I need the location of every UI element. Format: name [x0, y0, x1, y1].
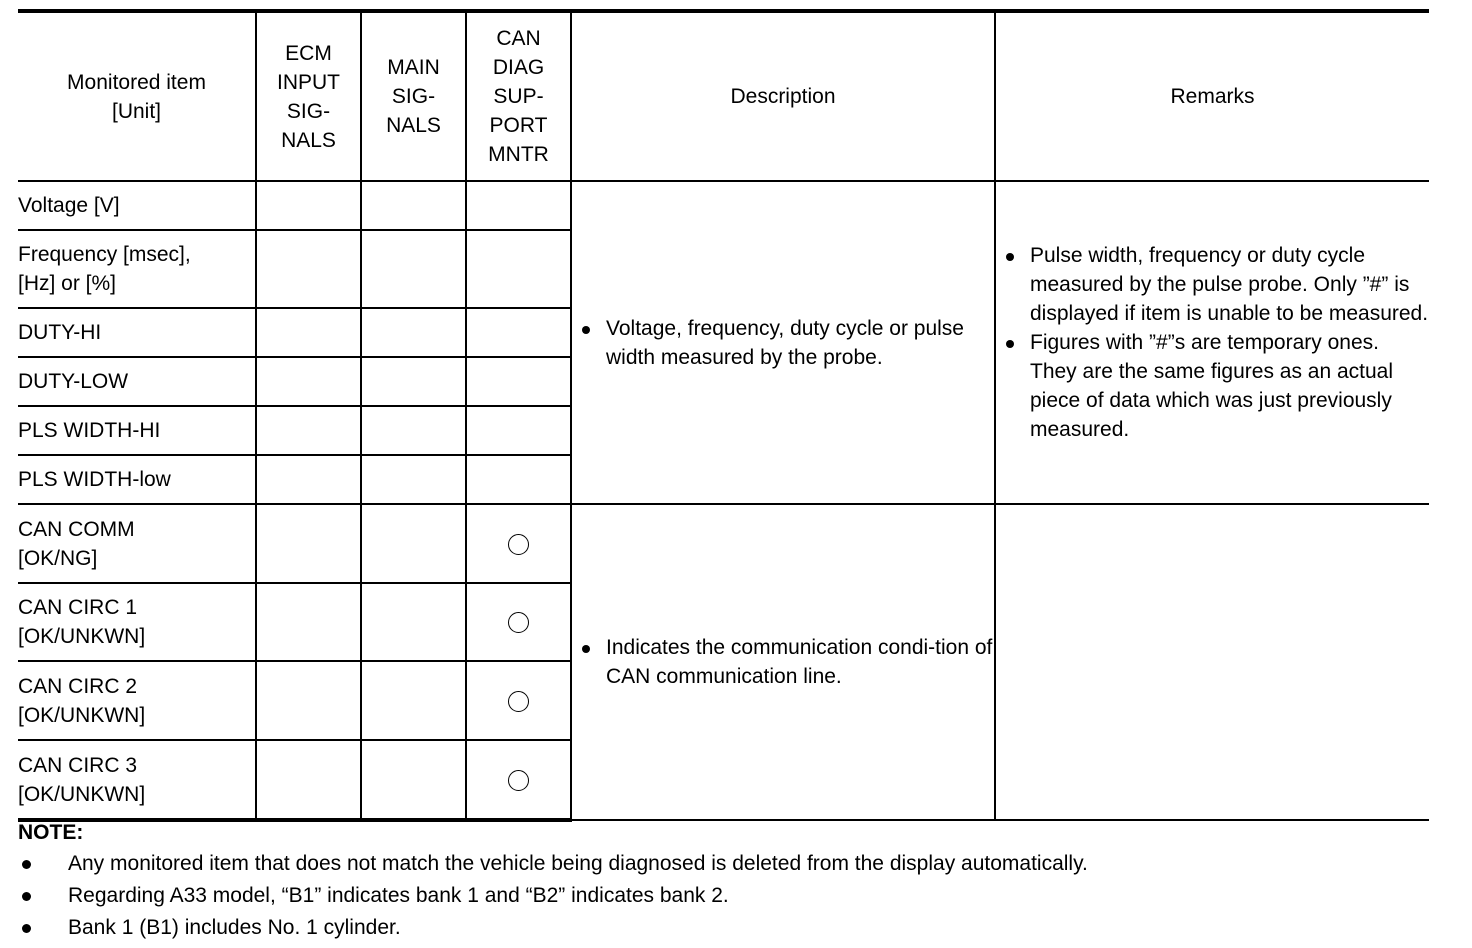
header-ecm-input-signals: ECM INPUT SIG- NALS	[256, 11, 361, 181]
supported-circle-icon	[508, 534, 529, 555]
ecm-input-cell	[256, 357, 361, 406]
can-diag-cell	[466, 455, 571, 504]
monitored-item-cell: DUTY-LOW	[18, 357, 256, 406]
monitored-items-table	[18, 9, 1429, 822]
description-item	[572, 633, 994, 691]
remarks-item	[996, 328, 1429, 444]
header-can-diag-support-mntr: CAN DIAG SUP- PORT MNTR	[466, 11, 571, 181]
main-signals-cell	[361, 661, 466, 740]
can-diag-cell	[466, 308, 571, 357]
ecm-input-cell	[256, 740, 361, 820]
ecm-input-cell	[256, 406, 361, 455]
table-row	[18, 181, 1429, 230]
note-section	[18, 818, 1438, 944]
remarks-item-text: Figures with ”#”s are temporary ones. They are the same figures as an actual piece of data which was just previously measured.	[1030, 331, 1394, 441]
monitored-item-cell: Frequency [msec], [Hz] or [%]	[18, 230, 256, 308]
supported-circle-icon	[508, 612, 529, 633]
note-item	[18, 880, 1438, 912]
can-diag-cell	[466, 357, 571, 406]
note-item	[18, 848, 1438, 880]
main-signals-cell	[361, 181, 466, 230]
header-monitored-item: Monitored item [Unit]	[18, 11, 256, 181]
bullet-icon	[22, 860, 31, 869]
main-signals-cell	[361, 357, 466, 406]
main-signals-cell	[361, 740, 466, 820]
bullet-icon	[1006, 253, 1014, 261]
note-item-text: Regarding A33 model, “B1” indicates bank 1 and “B2” indicates bank 2.	[68, 884, 729, 907]
monitored-item-cell: DUTY-HI	[18, 308, 256, 357]
header-row	[18, 11, 1429, 181]
monitored-item-cell: Voltage [V]	[18, 181, 256, 230]
monitored-item-cell: PLS WIDTH-low	[18, 455, 256, 504]
monitored-item-cell: PLS WIDTH-HI	[18, 406, 256, 455]
main-signals-cell	[361, 455, 466, 504]
description-cell-can-group	[571, 504, 995, 820]
remarks-item	[996, 241, 1429, 328]
main-signals-cell	[361, 406, 466, 455]
can-diag-cell	[466, 406, 571, 455]
note-item-text: Any monitored item that does not match the vehicle being diagnosed is deleted from the display automatically.	[68, 852, 1088, 875]
description-item-text: Voltage, frequency, duty cycle or pulse width measured by the probe.	[606, 316, 964, 369]
can-diag-cell	[466, 661, 571, 740]
ecm-input-cell	[256, 661, 361, 740]
bullet-icon	[582, 326, 590, 334]
note-item	[18, 912, 1438, 944]
table-row	[18, 504, 1429, 583]
monitored-item-cell: CAN CIRC 3 [OK/UNKWN]	[18, 740, 256, 820]
ecm-input-cell	[256, 230, 361, 308]
main-signals-cell	[361, 308, 466, 357]
ecm-input-cell	[256, 583, 361, 661]
remarks-list	[996, 241, 1429, 444]
ecm-input-cell	[256, 455, 361, 504]
remarks-item-text: Pulse width, frequency or duty cycle measured by the pulse probe. Only ”#” is displayed if item is unable to be measured.	[1030, 244, 1429, 325]
can-diag-cell	[466, 740, 571, 820]
ecm-input-cell	[256, 181, 361, 230]
monitored-item-cell: CAN CIRC 2 [OK/UNKWN]	[18, 661, 256, 740]
ecm-input-cell	[256, 504, 361, 583]
note-list	[18, 848, 1438, 944]
description-item	[572, 314, 994, 372]
can-diag-cell	[466, 230, 571, 308]
note-title: NOTE:	[18, 821, 84, 844]
description-list	[572, 314, 994, 372]
main-signals-cell	[361, 230, 466, 308]
can-diag-cell	[466, 504, 571, 583]
can-diag-cell	[466, 583, 571, 661]
bullet-icon	[1006, 340, 1014, 348]
description-item-text: Indicates the communication condi-tion of CAN communication line.	[606, 636, 993, 688]
remarks-cell-can-group	[995, 504, 1429, 820]
monitored-item-cell: CAN CIRC 1 [OK/UNKWN]	[18, 583, 256, 661]
header-description: Description	[571, 11, 995, 181]
monitored-item-cell: CAN COMM [OK/NG]	[18, 504, 256, 583]
supported-circle-icon	[508, 691, 529, 712]
header-main-signals: MAIN SIG- NALS	[361, 11, 466, 181]
can-diag-cell	[466, 181, 571, 230]
header-remarks: Remarks	[995, 11, 1429, 181]
ecm-input-cell	[256, 308, 361, 357]
remarks-cell-voltage-group	[995, 181, 1429, 504]
note-item-text: Bank 1 (B1) includes No. 1 cylinder.	[68, 916, 401, 939]
description-list	[572, 633, 994, 691]
bullet-icon	[22, 924, 31, 933]
main-signals-cell	[361, 504, 466, 583]
bullet-icon	[582, 645, 590, 653]
supported-circle-icon	[508, 770, 529, 791]
main-signals-cell	[361, 583, 466, 661]
description-cell-voltage-group	[571, 181, 995, 504]
bullet-icon	[22, 892, 31, 901]
